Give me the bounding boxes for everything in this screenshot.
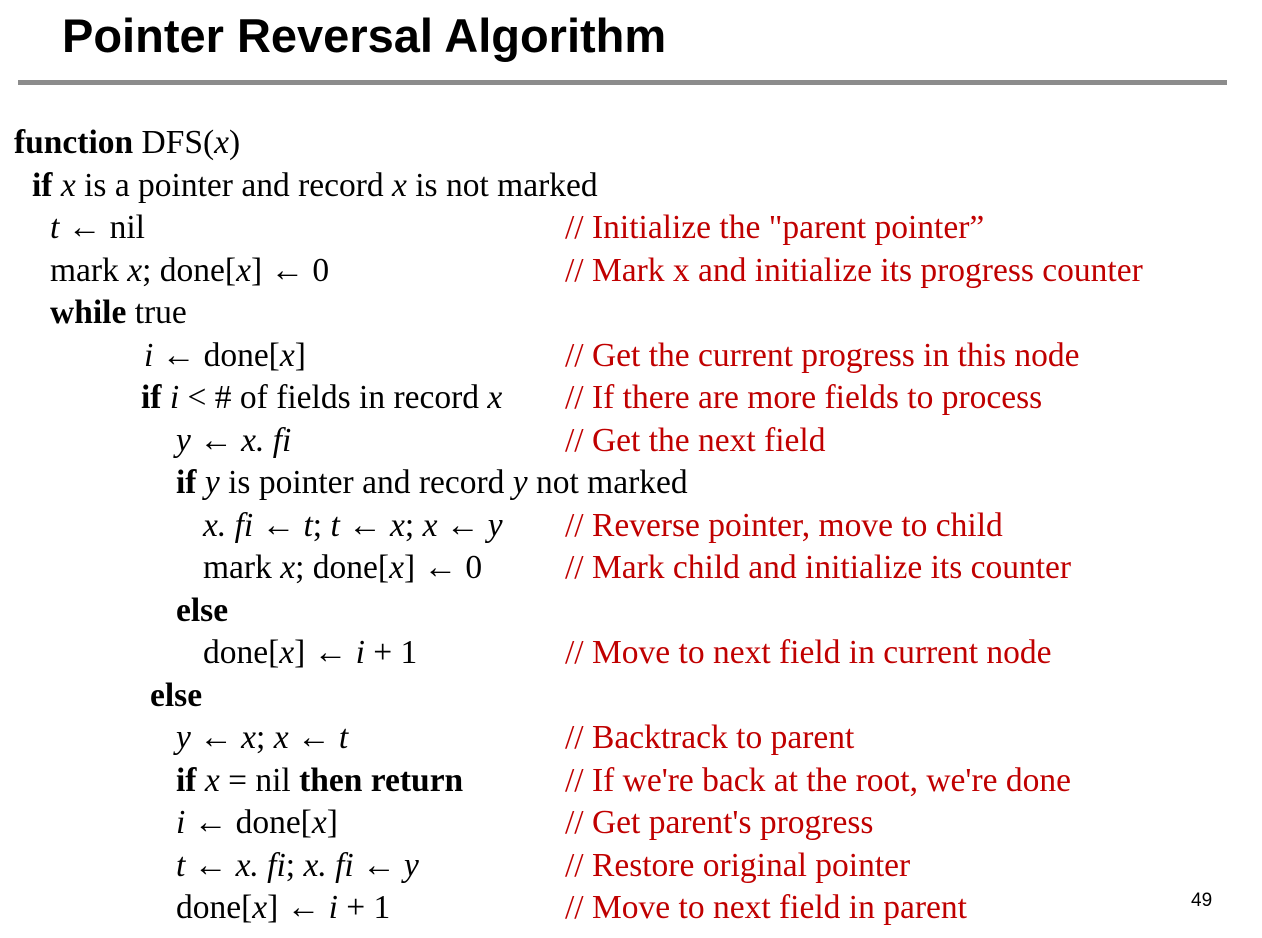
code-segment: < # of fields in record [179,379,488,416]
code-line [0,889,1262,931]
variable: t [303,506,313,544]
variable: i [355,634,365,671]
code-comment: // Mark x and initialize its progress counter [565,251,1143,289]
code-segment: ← [190,421,242,459]
variable: x [236,251,251,289]
code-segment: ← nil [59,209,145,246]
variable: t [330,506,340,544]
page-number: 49 [1191,890,1213,911]
variable: x [241,719,256,756]
code-text [203,634,417,672]
code-segment: ← [190,719,242,756]
variable: x. fi [235,846,286,884]
code-line [0,762,1262,804]
code-segment: DFS( [133,124,215,161]
variable: y [204,464,220,501]
code-segment [196,762,204,799]
code-text [50,209,145,247]
keyword: if [176,464,197,501]
code-line [0,422,1262,464]
code-text [203,549,482,587]
variable: y [403,846,419,884]
code-comment: // Reverse pointer, move to child [565,506,1003,544]
variable: x. fi [303,846,354,884]
code-line [0,252,1262,294]
code-text [203,507,503,545]
code-line [0,464,1262,506]
code-comment: // Get the next field [565,421,826,459]
code-segment: ← done[ [185,804,312,841]
variable: x [214,124,230,161]
code-line [0,379,1262,421]
code-text [141,379,502,417]
code-comment: // Mark child and initialize its counter [565,549,1072,586]
keyword: else [150,676,203,714]
code-text [14,124,240,162]
code-line [0,549,1262,591]
code-segment: ← [253,506,304,544]
code-segment: ] [326,804,338,841]
variable: x [487,379,503,416]
variable: t [338,719,349,756]
code-line [0,294,1262,336]
code-segment: done[ [203,634,280,671]
variable: x [127,251,143,289]
code-segment: true [126,294,187,331]
code-text [144,337,306,375]
code-comment: // If there are more fields to process [565,379,1043,416]
variable: y [512,464,528,501]
code-segment: ; [312,506,331,544]
variable: x [311,804,327,841]
code-text [176,592,228,630]
code-segment: ← [185,846,236,884]
variable: x [280,549,296,586]
keyword: function [14,124,134,161]
variable: t [50,209,60,246]
code-segment [161,379,169,416]
code-segment: ] ← [294,634,356,671]
variable: x [392,166,407,204]
code-line [0,507,1262,549]
code-segment: ; done[ [295,549,390,586]
code-comment: // Initialize the "parent pointer” [565,209,985,246]
code-comment: // Move to next field in current node [565,634,1052,671]
code-segment: is pointer and record [219,464,513,501]
code-segment [52,167,60,204]
code-segment: ← [288,719,339,756]
code-line [0,124,1262,166]
code-text [176,464,688,502]
code-text [176,889,390,927]
code-segment: + 1 [364,634,418,671]
code-segment: ] ← [267,889,329,926]
code-text [150,677,202,715]
variable: x [204,761,220,799]
code-comment: // Get parent's progress [565,804,874,841]
code-text [50,252,329,290]
variable: t [176,846,186,884]
variable: x [389,549,404,586]
code-comment: // Restore original pointer [565,846,911,884]
variable: i [144,336,154,374]
code-line [0,209,1262,251]
code-segment: mark [50,251,128,289]
variable: x. fi [203,506,254,544]
code-text [176,719,348,757]
code-segment: ← [339,506,391,544]
code-line [0,677,1262,719]
variable: x. fi [241,421,292,459]
code-segment: ; [285,846,304,884]
code-segment: + 1 [337,889,391,926]
variable: i [169,379,180,416]
slide-title: Pointer Reversal Algorithm [62,9,667,62]
code-comment: // If we're back at the root, we're done [565,761,1071,799]
variable: y [176,719,191,756]
keyword: if [176,761,197,799]
code-segment [196,464,204,501]
keyword: if [141,379,162,416]
code-segment: is not marked [406,166,598,204]
variable: i [176,804,186,841]
keyword: then return [299,761,464,799]
code-line [0,337,1262,379]
code-segment: mark [203,549,281,586]
variable: y [487,506,503,544]
code-segment: ; [256,719,274,756]
code-segment: ← [437,506,488,544]
code-segment: ] ← 0 [403,549,483,586]
code-segment: not marked [527,464,688,501]
variable: i [328,889,338,926]
code-comment: // Move to next field in parent [565,889,967,926]
variable: x [60,166,76,204]
code-line [0,804,1262,846]
code-text [32,167,598,205]
code-segment: ← [353,846,404,884]
code-segment: done[ [176,889,253,926]
code-text [176,422,291,460]
code-segment: ) [229,124,241,161]
code-segment: ] [294,336,306,374]
variable: x [279,336,295,374]
code-segment: is a pointer and record [75,166,392,204]
code-comment: // Backtrack to parent [565,719,855,756]
keyword: else [176,591,229,629]
code-line [0,719,1262,761]
code-segment: ] ← 0 [250,251,330,289]
variable: y [176,421,191,459]
code-text [176,804,338,842]
variable: x [273,719,289,756]
code-segment: ; done[ [142,251,237,289]
code-text [176,847,419,885]
code-line [0,847,1262,889]
keyword: if [32,166,53,204]
title-divider [18,80,1227,85]
keyword: while [50,294,127,331]
code-segment: ; [404,506,423,544]
code-segment: ← done[ [153,336,280,374]
code-line [0,634,1262,676]
variable: x [422,506,438,544]
variable: x [252,889,268,926]
code-segment: = nil [219,761,300,799]
code-text [176,762,463,800]
code-comment: // Get the current progress in this node [565,336,1080,374]
code-text [50,294,187,332]
variable: x [279,634,295,671]
variable: x [390,506,405,544]
code-line [0,592,1262,634]
code-line [0,167,1262,209]
